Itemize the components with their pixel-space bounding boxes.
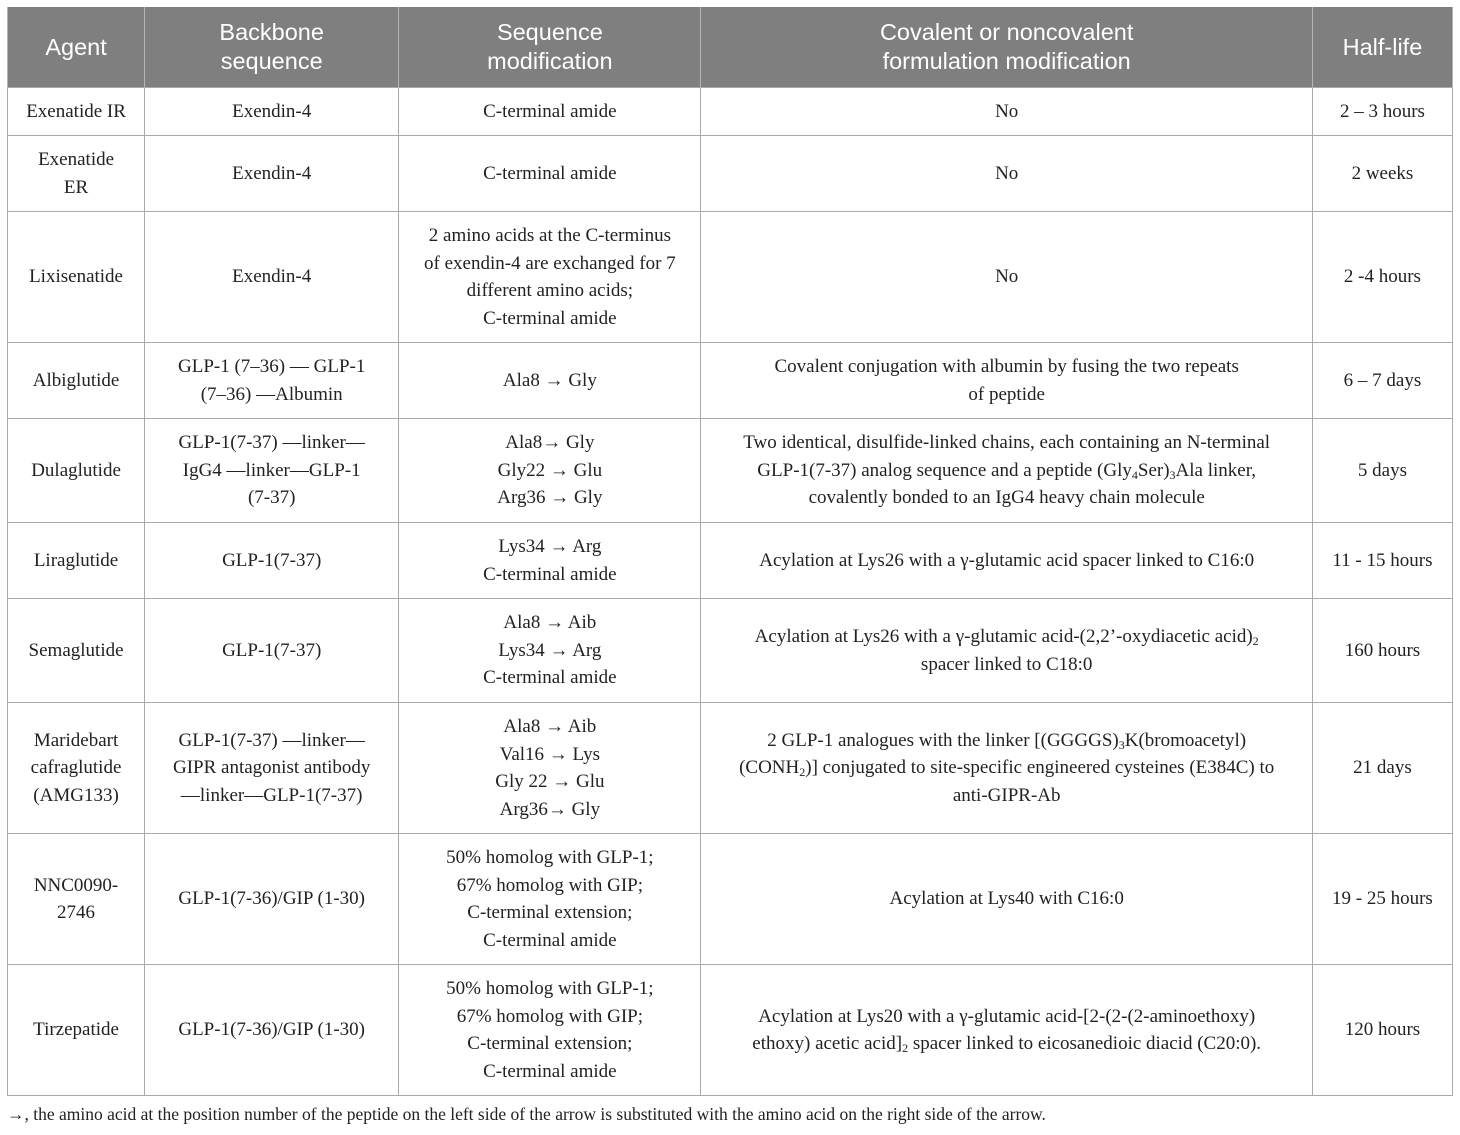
cell-line: No xyxy=(995,100,1019,122)
cell-line: GLP-1(7-36)/GIP (1-30) xyxy=(178,1019,365,1041)
table-row xyxy=(8,343,1453,419)
cell-half-life: 2 – 3 hours xyxy=(1312,88,1452,136)
cell-line: ER xyxy=(63,176,89,198)
cell-line: C-terminal extension; xyxy=(467,902,633,923)
cell-line: of peptide xyxy=(968,383,1045,405)
cell-line: 2 amino acids at the C-terminus xyxy=(428,225,671,246)
cell-line: C-terminal amide xyxy=(483,307,617,329)
cell-backbone-sequence xyxy=(145,523,399,599)
cell-backbone-sequence xyxy=(145,965,399,1096)
cell-line: (7–36) —Albumin xyxy=(200,383,343,405)
cell-line: GIPR antagonist antibody xyxy=(172,757,371,779)
cell-line: (AMG133) xyxy=(33,784,119,806)
cell-line: Dulaglutide xyxy=(31,459,121,481)
cell-formulation-modification xyxy=(701,703,1312,834)
cell-formulation-modification xyxy=(701,965,1312,1096)
cell-line: Exenatide xyxy=(38,149,115,170)
table-row xyxy=(8,599,1453,703)
cell-line: Ala8→ Gly xyxy=(505,432,595,454)
cell-line: Lixisenatide xyxy=(29,266,123,288)
cell-formulation-modification xyxy=(701,212,1312,343)
cell-sequence-modification xyxy=(399,834,701,965)
header-line: Backbone xyxy=(219,19,324,45)
header-line: formulation modification xyxy=(882,48,1131,74)
cell-backbone-sequence xyxy=(145,419,399,523)
cell-line: Semaglutide xyxy=(28,639,124,661)
cell-sequence-modification xyxy=(399,136,701,212)
table-row xyxy=(8,965,1453,1096)
cell-line: covalently bonded to an IgG4 heavy chain molecule xyxy=(808,487,1205,509)
cell-backbone-sequence xyxy=(145,343,399,419)
header-sequence-modification xyxy=(399,7,701,88)
cell-half-life: 160 hours xyxy=(1312,599,1452,703)
cell-line: Arg36→ Gly xyxy=(499,798,601,820)
cell-line: Ala8 → Aib xyxy=(503,716,597,737)
cell-line: GLP-1(7-37) xyxy=(222,639,322,661)
cell-agent xyxy=(8,703,145,834)
cell-line: Ala8 → Gly xyxy=(502,369,597,391)
table-row xyxy=(8,703,1453,834)
cell-line: No xyxy=(995,162,1019,184)
cell-line: Ala8 → Aib xyxy=(503,612,597,634)
cell-line: cafraglutide xyxy=(30,757,122,779)
cell-sequence-modification xyxy=(399,419,701,523)
cell-line: Gly22 → Glu xyxy=(497,459,603,481)
cell-sequence-modification xyxy=(399,523,701,599)
cell-line: GLP-1(7-37) xyxy=(222,549,322,571)
cell-line: Tirzepatide xyxy=(33,1019,119,1041)
cell-formulation-modification xyxy=(701,88,1312,136)
cell-line: Lys34 → Arg xyxy=(498,639,602,661)
cell-half-life: 2 weeks xyxy=(1312,136,1452,212)
cell-line: GLP-1(7-36)/GIP (1-30) xyxy=(178,888,365,910)
cell-line: C-terminal amide xyxy=(483,162,617,184)
cell-agent xyxy=(8,523,145,599)
header-half-life xyxy=(1312,7,1452,88)
cell-line: Acylation at Lys40 with C16:0 xyxy=(889,888,1124,910)
cell-half-life: 5 days xyxy=(1312,419,1452,523)
cell-line: —linker—GLP-1(7-37) xyxy=(180,784,363,806)
cell-line: GLP-1 (7–36) — GLP-1 xyxy=(178,356,366,377)
cell-line: of exendin-4 are exchanged for 7 xyxy=(424,252,676,274)
cell-backbone-sequence xyxy=(145,599,399,703)
cell-agent xyxy=(8,419,145,523)
cell-line: C-terminal amide xyxy=(483,667,617,689)
cell-line: C-terminal amide xyxy=(483,1060,617,1082)
header-backbone-sequence xyxy=(145,7,399,88)
cell-line: Covalent conjugation with albumin by fusing the two repeats xyxy=(774,356,1239,377)
cell-line: Exendin-4 xyxy=(232,162,312,184)
cell-line: C-terminal amide xyxy=(483,563,617,585)
header-formulation-modification xyxy=(701,7,1312,88)
cell-half-life: 6 – 7 days xyxy=(1312,343,1452,419)
cell-line: Maridebart xyxy=(33,729,119,751)
cell-formulation-modification xyxy=(701,419,1312,523)
cell-formulation-modification xyxy=(701,343,1312,419)
header-row xyxy=(8,7,1453,88)
table-row xyxy=(8,419,1453,523)
header-agent xyxy=(8,7,145,88)
cell-line: Arg36 → Gly xyxy=(497,487,603,509)
cell-line: 67% homolog with GIP; xyxy=(456,874,644,896)
cell-formulation-modification xyxy=(701,599,1312,703)
cell-agent xyxy=(8,212,145,343)
cell-line: NNC0090- xyxy=(33,874,119,896)
table-row xyxy=(8,212,1453,343)
header-line: Sequence xyxy=(496,19,603,45)
cell-formulation-modification xyxy=(701,834,1312,965)
cell-agent xyxy=(8,343,145,419)
cell-agent xyxy=(8,834,145,965)
header-line: Covalent or noncovalent xyxy=(879,19,1134,45)
cell-line: Liraglutide xyxy=(33,549,119,571)
cell-line: Exendin-4 xyxy=(232,100,312,122)
cell-line: Acylation at Lys26 with a γ-glutamic acid-(2,2’-oxydiacetic $acid)_2$ xyxy=(754,626,1259,648)
cell-line: Exendin-4 xyxy=(232,266,312,288)
cell-line: Albiglutide xyxy=(32,369,120,391)
header-line: Agent xyxy=(45,33,107,60)
cell-line: anti-GIPR-Ab xyxy=(952,784,1061,806)
cell-backbone-sequence xyxy=(145,212,399,343)
cell-half-life: 21 days xyxy=(1312,703,1452,834)
cell-line: 50% homolog with GLP-1; xyxy=(446,978,654,999)
cell-agent xyxy=(8,599,145,703)
cell-backbone-sequence xyxy=(145,703,399,834)
cell-half-life: 2 -4 hours xyxy=(1312,212,1452,343)
table-row xyxy=(8,834,1453,965)
cell-half-life: 19 - 25 hours xyxy=(1312,834,1452,965)
cell-formulation-modification xyxy=(701,136,1312,212)
cell-sequence-modification xyxy=(399,212,701,343)
cell-line: 2 GLP-1 analogues with the linker [$(GGGGS)_3K(bromoacetyl)$ xyxy=(767,729,1247,752)
cell-line: IgG4 —linker—GLP-1 xyxy=(182,459,361,481)
cell-line: spacer linked to C18:0 xyxy=(920,653,1093,675)
cell-half-life: 120 hours xyxy=(1312,965,1452,1096)
cell-line: 67% homolog with GIP; xyxy=(456,1005,644,1027)
cell-line: No xyxy=(995,266,1019,288)
cell-agent xyxy=(8,136,145,212)
cell-line: C-terminal extension; xyxy=(467,1033,633,1054)
cell-line: C-terminal amide xyxy=(483,929,617,951)
glp1-agents-table xyxy=(7,7,1453,1096)
cell-line: (7-37) xyxy=(247,487,296,509)
cell-sequence-modification xyxy=(399,965,701,1096)
cell-line: Two identical, disulfide-linked chains, each containing an N-terminal xyxy=(743,432,1271,454)
cell-line: GLP-1(7-37) —linker— xyxy=(178,432,365,454)
cell-agent xyxy=(8,965,145,1096)
cell-sequence-modification xyxy=(399,343,701,419)
cell-line: 50% homolog with GLP-1; xyxy=(446,847,654,868)
cell-line: different amino acids; xyxy=(466,280,634,301)
cell-line: ethoxy) acetic $acid]_2$ spacer linked to eicosanedioic diacid (C20:0). xyxy=(752,1033,1262,1055)
table-row xyxy=(8,136,1453,212)
cell-line: 2746 xyxy=(57,902,96,923)
header-line: Half-life xyxy=(1342,33,1423,60)
cell-sequence-modification xyxy=(399,599,701,703)
cell-half-life: 11 - 15 hours xyxy=(1312,523,1452,599)
table-row xyxy=(8,88,1453,136)
table-row xyxy=(8,523,1453,599)
header-line: modification xyxy=(487,48,613,74)
table-footnote: →, the amino acid at the position number of the peptide on the left side of the arrow is substituted with the amino acid on the right side of the arrow. xyxy=(7,1104,1046,1124)
cell-line: $(CONH_2)$] conjugated to site-specific engineered cysteines (E384C) to xyxy=(739,757,1275,780)
cell-formulation-modification xyxy=(701,523,1312,599)
cell-agent xyxy=(8,88,145,136)
cell-backbone-sequence xyxy=(145,834,399,965)
cell-line: GLP-1(7-37) —linker— xyxy=(178,729,365,751)
cell-sequence-modification xyxy=(399,703,701,834)
cell-line: Acylation at Lys20 with a γ-glutamic acid-[2-(2-(2-aminoethoxy) xyxy=(758,1005,1256,1027)
cell-backbone-sequence xyxy=(145,136,399,212)
cell-line: Exenatide IR xyxy=(26,100,126,122)
cell-sequence-modification xyxy=(399,88,701,136)
header-line: sequence xyxy=(220,48,323,74)
cell-line: GLP-1(7-37) analog sequence and a peptide $(Gly_4Ser)_3Ala$ linker, xyxy=(757,459,1257,482)
table-body xyxy=(8,88,1453,1096)
cell-line: C-terminal amide xyxy=(483,100,617,122)
cell-line: Lys34 → Arg xyxy=(498,536,602,557)
cell-line: Gly 22 → Glu xyxy=(495,771,605,792)
cell-line: Val16 → Lys xyxy=(499,743,600,765)
cell-line: Acylation at Lys26 with a γ-glutamic acid spacer linked to C16:0 xyxy=(759,549,1255,571)
cell-backbone-sequence xyxy=(145,88,399,136)
